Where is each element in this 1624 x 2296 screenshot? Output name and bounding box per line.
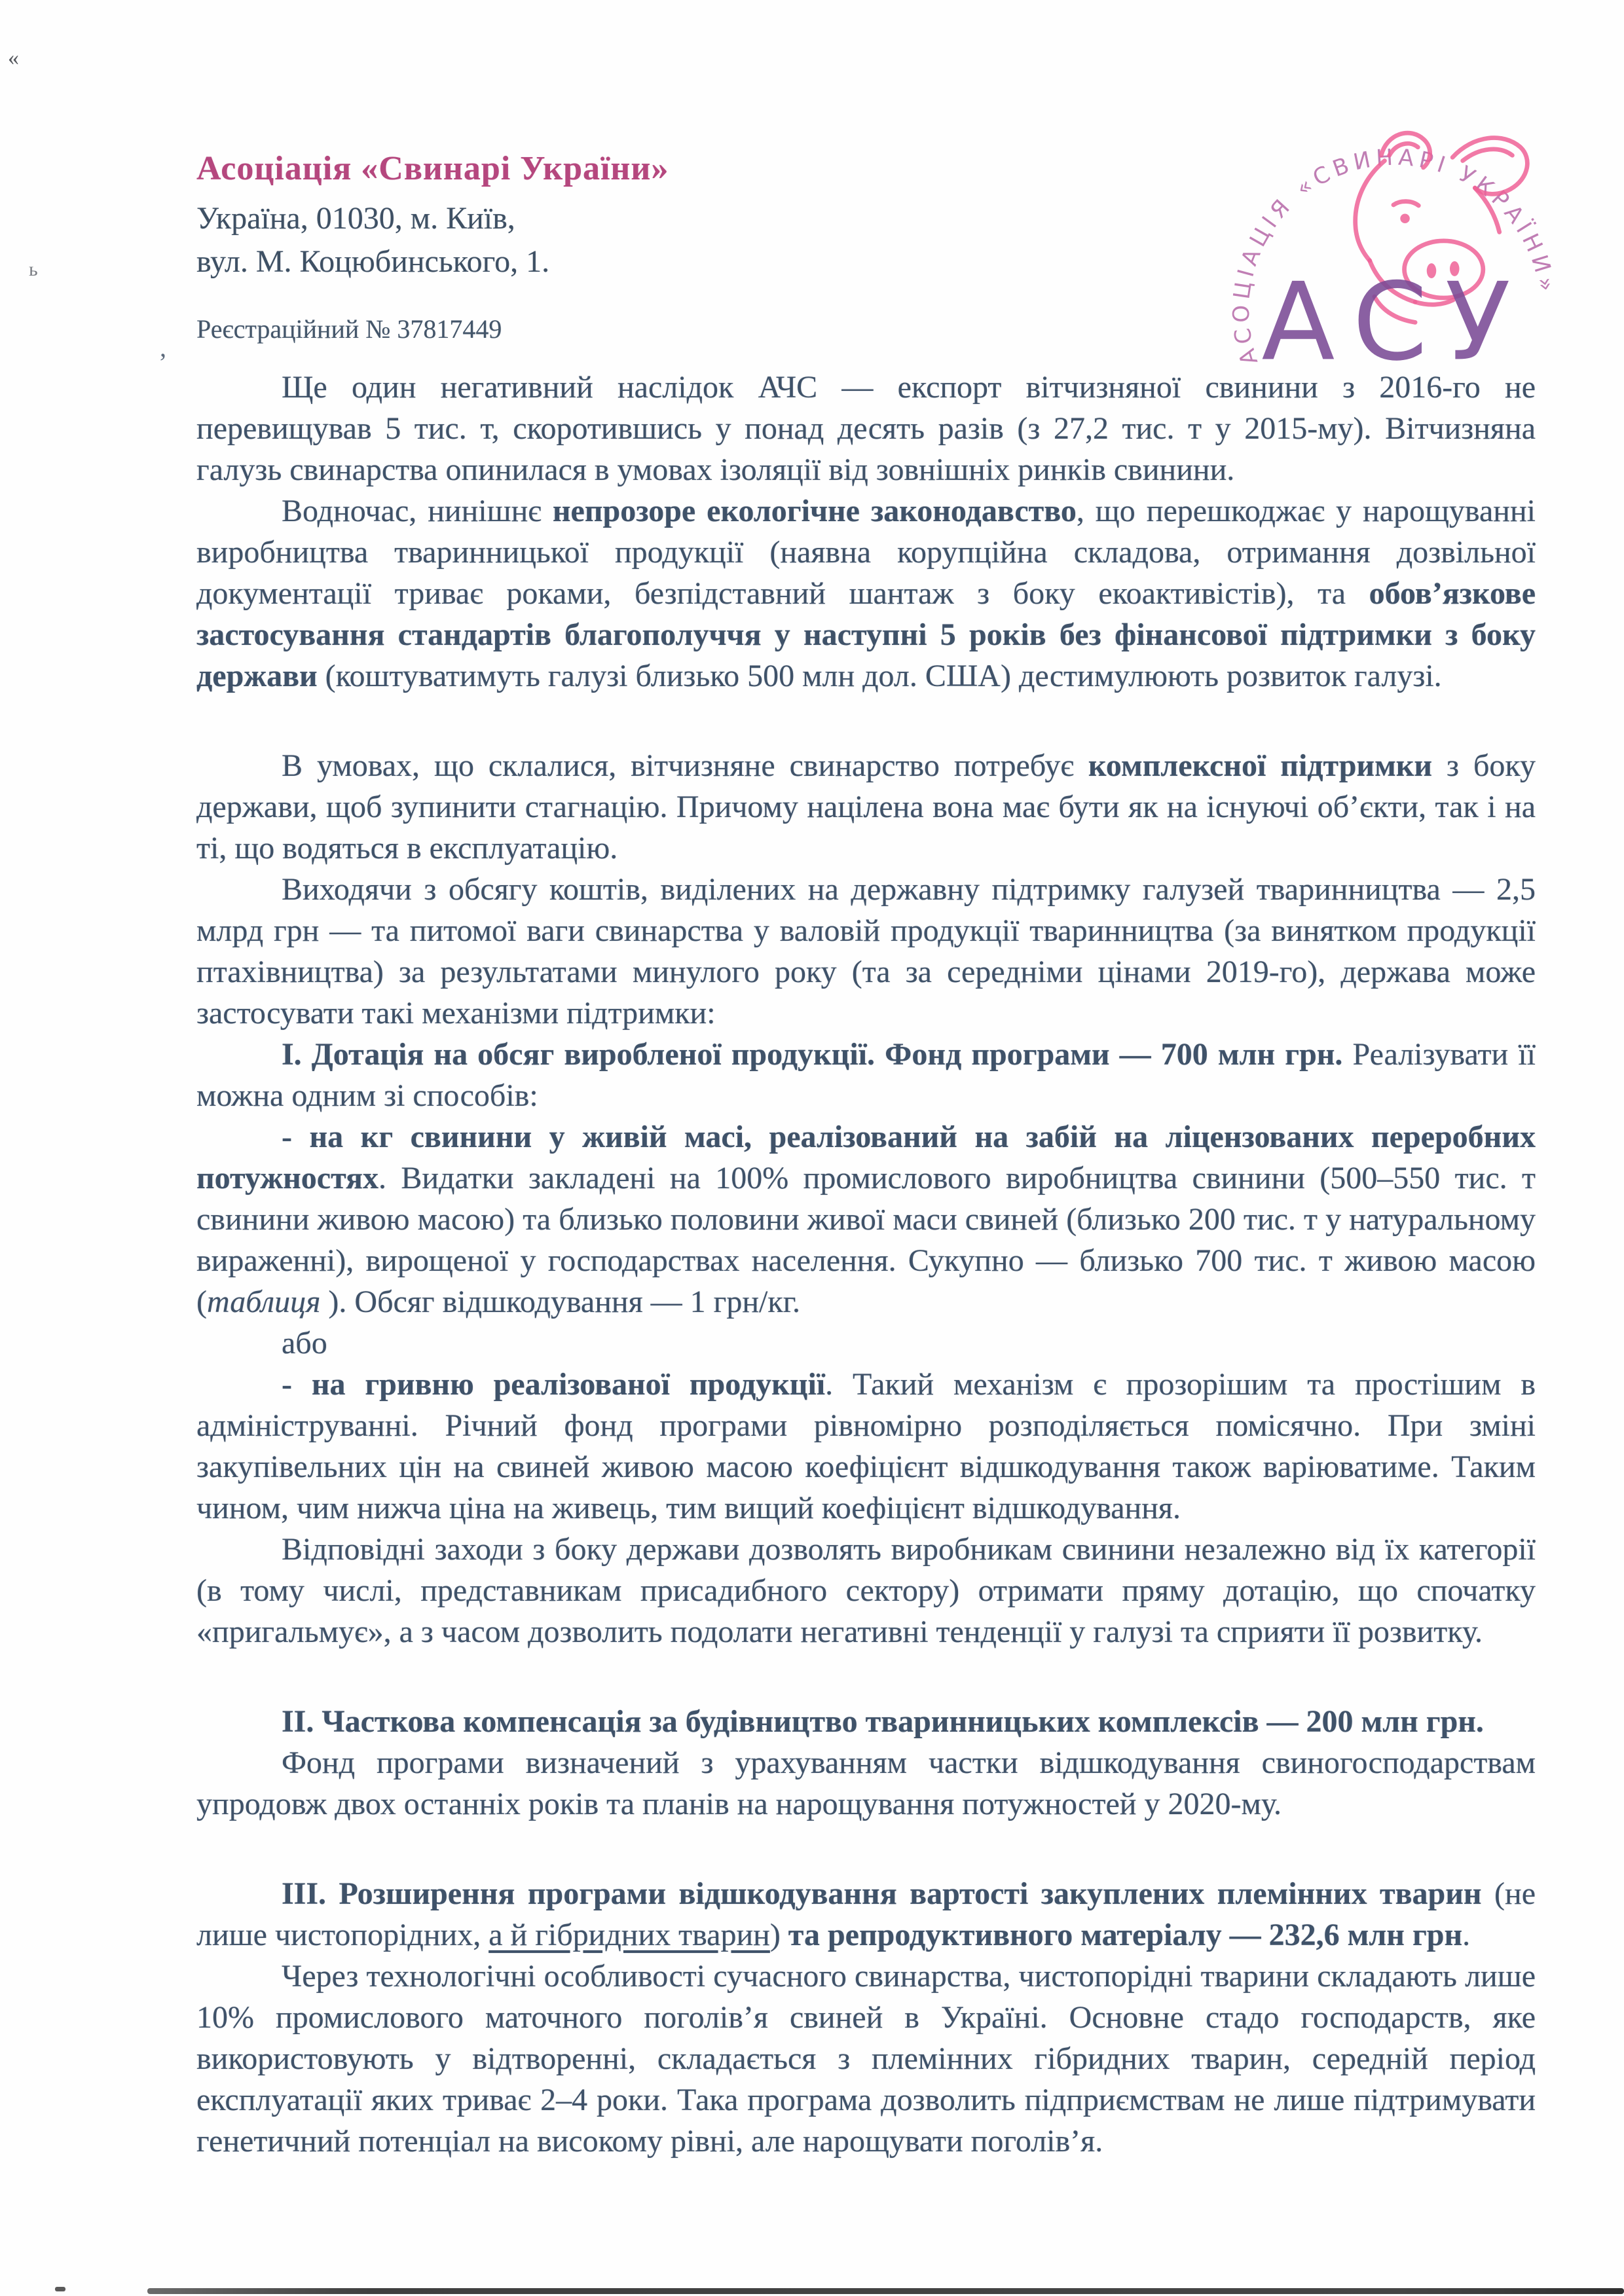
text-segment-bold: та репродуктивного матеріалу — 232,6 млн грн — [788, 1918, 1463, 1952]
org-address-line-1: Україна, 01030, м. Київ, — [196, 201, 515, 236]
text-segment-bold: - на кг свинини у живій масі, реалізований на забій на ліцензованих переробних потужностях — [196, 1120, 1536, 1195]
text-segment: або — [282, 1326, 327, 1360]
text-segment: , що перешкоджає у нарощуванні виробництва тваринницької продукції (наявна корупційна складова, отримання дозвільної документації триває роками, безпідставний шантаж з боку екоактивістів), та — [196, 494, 1536, 611]
bullet-per-kg-option — [196, 1116, 1536, 1322]
bullet-per-hryvnia-option — [196, 1364, 1536, 1529]
paragraph-eco-legislation — [196, 490, 1536, 697]
text-segment-bold: комплексної підтримки — [1088, 748, 1433, 783]
text-segment-italic: таблиця — [206, 1285, 321, 1319]
text-segment: Виходячи з обсягу коштів, виділених на державну підтримку галузей тваринництва — 2,5 млрд грн — та питомої ваги свинарства у валовій продукції тваринництва (за винятком продукції птахівництва) за результатами минулого року (та за середніми цінами 2019-го), держава може застосувати такі механізми підтримки: — [196, 872, 1536, 1030]
section-2-title: ІІ. Часткова компенсація за будівництво тваринницьких комплексів — 200 млн грн. — [282, 1704, 1484, 1739]
paragraph-fund-calculation — [196, 1742, 1536, 1825]
section-1-title: І. Дотація на обсяг виробленої продукції. Фонд програми — 700 млн грн. — [282, 1037, 1343, 1072]
logo-acronym-text: АСУ — [1261, 259, 1528, 385]
text-segment: . — [1462, 1918, 1471, 1952]
text-segment: Водночас, нинішнє — [282, 494, 553, 528]
pig-logo-icon — [1211, 92, 1578, 393]
text-segment-bold: обов’язкове застосування стандартів благополуччя у наступні 5 років без фінансової підтримки з боку держави — [196, 576, 1536, 693]
org-logo — [1211, 92, 1578, 393]
section-3-title: ІІІ. Розширення програми відшкодування вартості закуплених племінних тварин — [282, 1876, 1482, 1911]
text-segment: з боку держави, щоб зупинити стагнацію. Причому націлена вона має бути як на існуючі об’єкти, так і на ті, що водяться в експлуатацію. — [196, 748, 1536, 866]
text-segment-bold: - на гривню реалізованої продукції — [282, 1367, 826, 1402]
scan-speck-near-text: ’ — [158, 348, 168, 377]
scan-bottom-edge-dot — [55, 2287, 65, 2291]
logo-arc-text: АСОЦІАЦІЯ «СВИНАРІ УКРАЇНИ» — [1228, 144, 1560, 368]
paragraph-genetics-program — [196, 1956, 1536, 2162]
paragraph-asf-export-impact — [196, 367, 1536, 490]
section-3-heading-paragraph — [196, 1873, 1536, 1956]
text-segment: Фонд програми визначений з урахуванням частки відшкодування свиногосподарствам упродовж двох останніх років та планів на нарощування потужностей у 2020-му. — [196, 1745, 1536, 1821]
text-segment-underline: а й гібридних тварин — [489, 1918, 770, 1952]
registration-number: Реєстраційний № 37817449 — [196, 314, 502, 344]
letterhead-text-block — [196, 149, 669, 344]
text-segment: ). Обсяг відшкодування — 1 грн/кг. — [320, 1285, 800, 1319]
text-segment: . Видатки закладені на 100% промислового виробництва свинини (500–550 тис. т свинини живою масою) та близько половини живої маси свиней (близько 200 тис. т у натуральному вираженні), вирощеної у господарствах населення. Сукупно — близько 700 тис. т живою масою ( — [196, 1161, 1536, 1319]
text-segment: ) — [769, 1918, 788, 1952]
text-segment: (коштуватимуть галузі близько 500 млн дол. США) дестимулюють розвиток галузі. — [317, 659, 1442, 693]
text-segment: Ще один негативний наслідок АЧС — експорт вітчизняної свинини з 2016-го не перевищував 5 тис. т, скоротившись у понад десять разів (з 27,2 тис. т у 2015-му). Вітчизняна галузь свинарства опинилася в умовах ізоляції від зовнішніх ринків свинини. — [196, 370, 1536, 487]
scan-bottom-edge-line — [147, 2288, 1624, 2294]
paragraph-complex-support — [196, 745, 1536, 869]
org-address-line-2: вул. М. Коцюбинського, 1. — [196, 244, 550, 279]
text-segment: Відповідні заходи з боку держави дозволять виробникам свинини незалежно від їх категорії (в тому числі, представникам присадибного сектору) отримати пряму дотацію, що спочатку «пригальмує», а з часом дозволить подолати негативні тенденції у галузі та сприяти її розвитку. — [196, 1532, 1536, 1649]
section-1-heading-paragraph — [196, 1034, 1536, 1116]
scan-speck-left-margin: ь — [29, 259, 38, 280]
paragraph-funding-basis — [196, 869, 1536, 1034]
text-segment: (не лише чистопорідних, — [196, 1876, 1536, 1952]
letter-body — [196, 367, 1536, 2162]
org-name: Асоціація «Свинарі України» — [196, 150, 669, 187]
text-segment-bold: непрозоре екологічне законодавство — [552, 494, 1077, 528]
paragraph-direct-subsidy-effect — [196, 1529, 1536, 1652]
scan-speck-top-left: « — [8, 46, 19, 70]
text-segment: . Такий механізм є прозорішим та простішим в адмініструванні. Річний фонд програми рівномірно розподіляється помісячно. При зміні закупівельних цін на свиней живою масою коефіцієнт відшкодування також варіюватиме. Таким чином, чим нижча ціна на живець, тим вищий коефіцієнт відшкодування. — [196, 1367, 1536, 1525]
text-segment: В умовах, що склалися, вітчизняне свинарство потребує — [282, 748, 1088, 783]
text-segment: Реалізувати її можна одним зі способів: — [196, 1037, 1536, 1113]
section-2-heading-paragraph — [196, 1701, 1536, 1742]
text-segment: Через технологічні особливості сучасного свинарства, чистопорідні тварини складають лише 10% промислового маточного поголів’я свиней в Україні. Основне стадо господарств, яке використовують у відтворенні, складається з племінних гібридних тварин, середній період експлуатації яких триває 2–4 роки. Така програма дозволить підприємствам не лише підтримувати генетичний потенціал на високому рівні, але нарощувати поголів’я. — [196, 1959, 1536, 2159]
or-connector — [196, 1322, 1536, 1364]
